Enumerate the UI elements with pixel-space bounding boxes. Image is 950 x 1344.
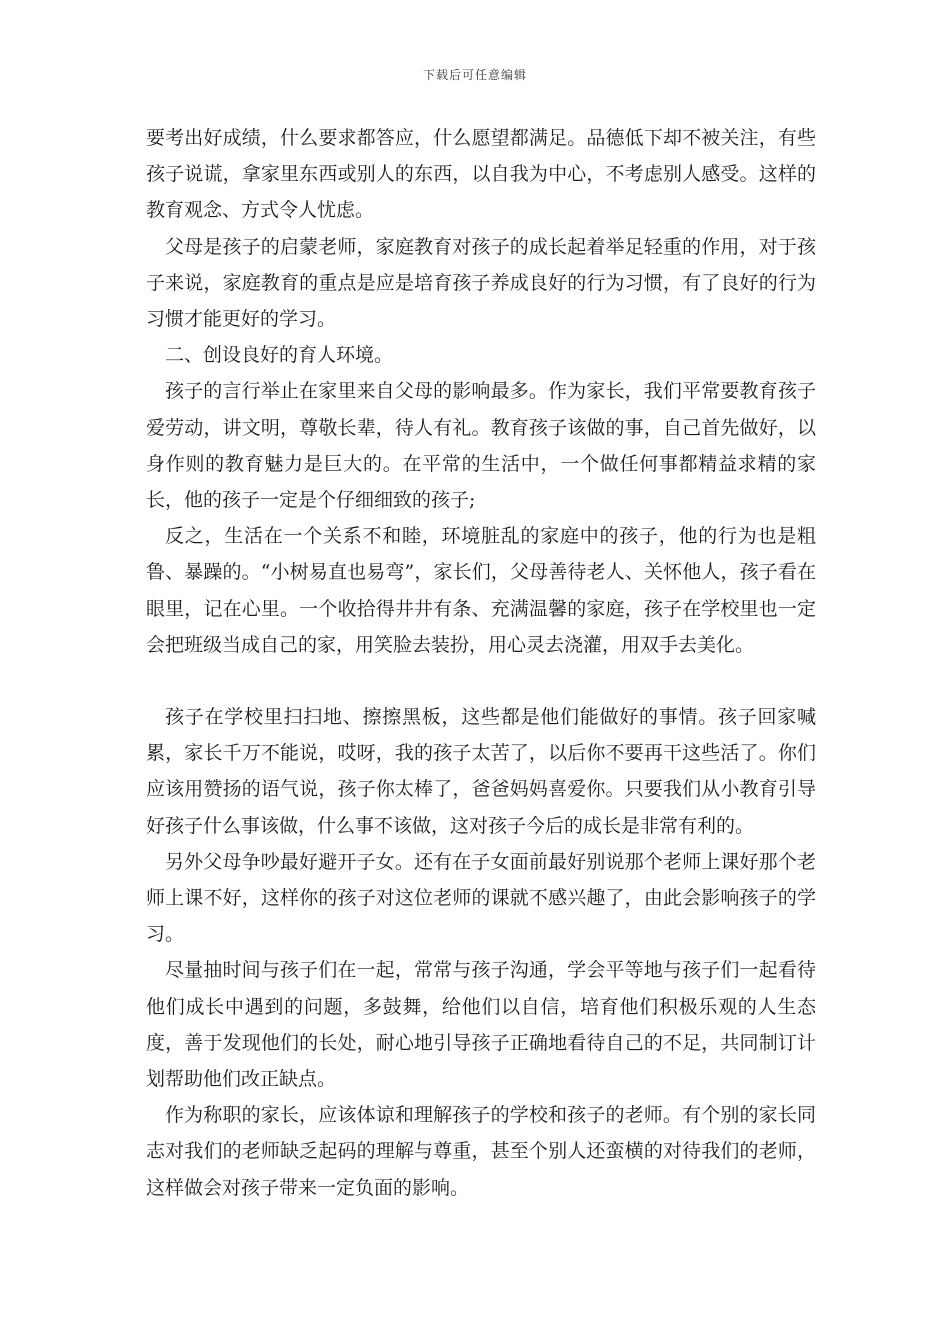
paragraph: 反之，生活在一个关系不和睦，环境脏乱的家庭中的孩子，他的行为也是粗鲁、暴躁的。“小树易直也易弯”，家长们，父母善待老人、关怀他人，孩子看在眼里，记在心里。一个收拾得井井有条、充满温馨的家庭，孩子在学校里也一定会把班级当成自己的家，用笑脸去装扮，用心灵去浇灌，用双手去美化。 <box>146 525 816 656</box>
page-header: 下载后可任意编辑 <box>422 68 527 82</box>
blank-line <box>146 663 816 699</box>
paragraph: 孩子在学校里扫扫地、擦擦黑板，这些都是他们能做好的事情。孩子回家喊累，家长千万不能说，哎呀，我的孩子太苦了，以后你不要再干这些活了。你们应该用赞扬的语气说，孩子你太棒了，爸爸妈妈喜爱你。只要我们从小教育引导好孩子什么事该做，什么事不该做，这对孩子今后的成长是非常有利的。 <box>146 706 816 837</box>
paragraph: 孩子的言行举止在家里来自父母的影响最多。作为家长，我们平常要教育孩子爱劳动，讲文明，尊敬长辈，待人有礼。教育孩子该做的事，自己首先做好，以身作则的教育魅力是巨大的。在平常的生活中，一个做任何事都精益求精的家长，他的孩子一定是个仔细细致的孩子; <box>146 380 816 512</box>
paragraph: 尽量抽时间与孩子们在一起，常常与孩子沟通，学会平等地与孩子们一起看待他们成长中遇到的问题，多鼓舞，给他们以自信，培育他们积极乐观的人生态度，善于发现他们的长处，耐心地引导孩子正确地看待自己的不足，共同制订计划帮助他们改正缺点。 <box>146 959 816 1091</box>
document-body <box>146 120 816 1206</box>
paragraph: 另外父母争吵最好避开子女。还有在子女面前最好别说那个老师上课好那个老师上课不好，这样你的孩子对这位老师的课就不感兴趣了，由此会影响孩子的学习。 <box>146 850 816 946</box>
paragraph: 父母是孩子的启蒙老师，家庭教育对孩子的成长起着举足轻重的作用，对于孩子来说，家庭教育的重点是应是培育孩子养成良好的行为习惯，有了良好的行为习惯才能更好的学习。 <box>146 235 816 331</box>
section-heading: 二、创设良好的育人环境。 <box>165 344 394 367</box>
paragraph: 作为称职的家长，应该体谅和理解孩子的学校和孩子的老师。有个别的家长同志对我们的老师缺乏起码的理解与尊重，甚至个别人还蛮横的对待我们的老师，这样做会对孩子带来一定负面的影响。 <box>146 1104 816 1199</box>
paragraph: 要考出好成绩，什么要求都答应，什么愿望都满足。品德低下却不被关注，有些孩子说谎，拿家里东西或别人的东西，以自我为中心，不考虑别人感受。这样的教育观念、方式令人忧虑。 <box>146 127 816 222</box>
